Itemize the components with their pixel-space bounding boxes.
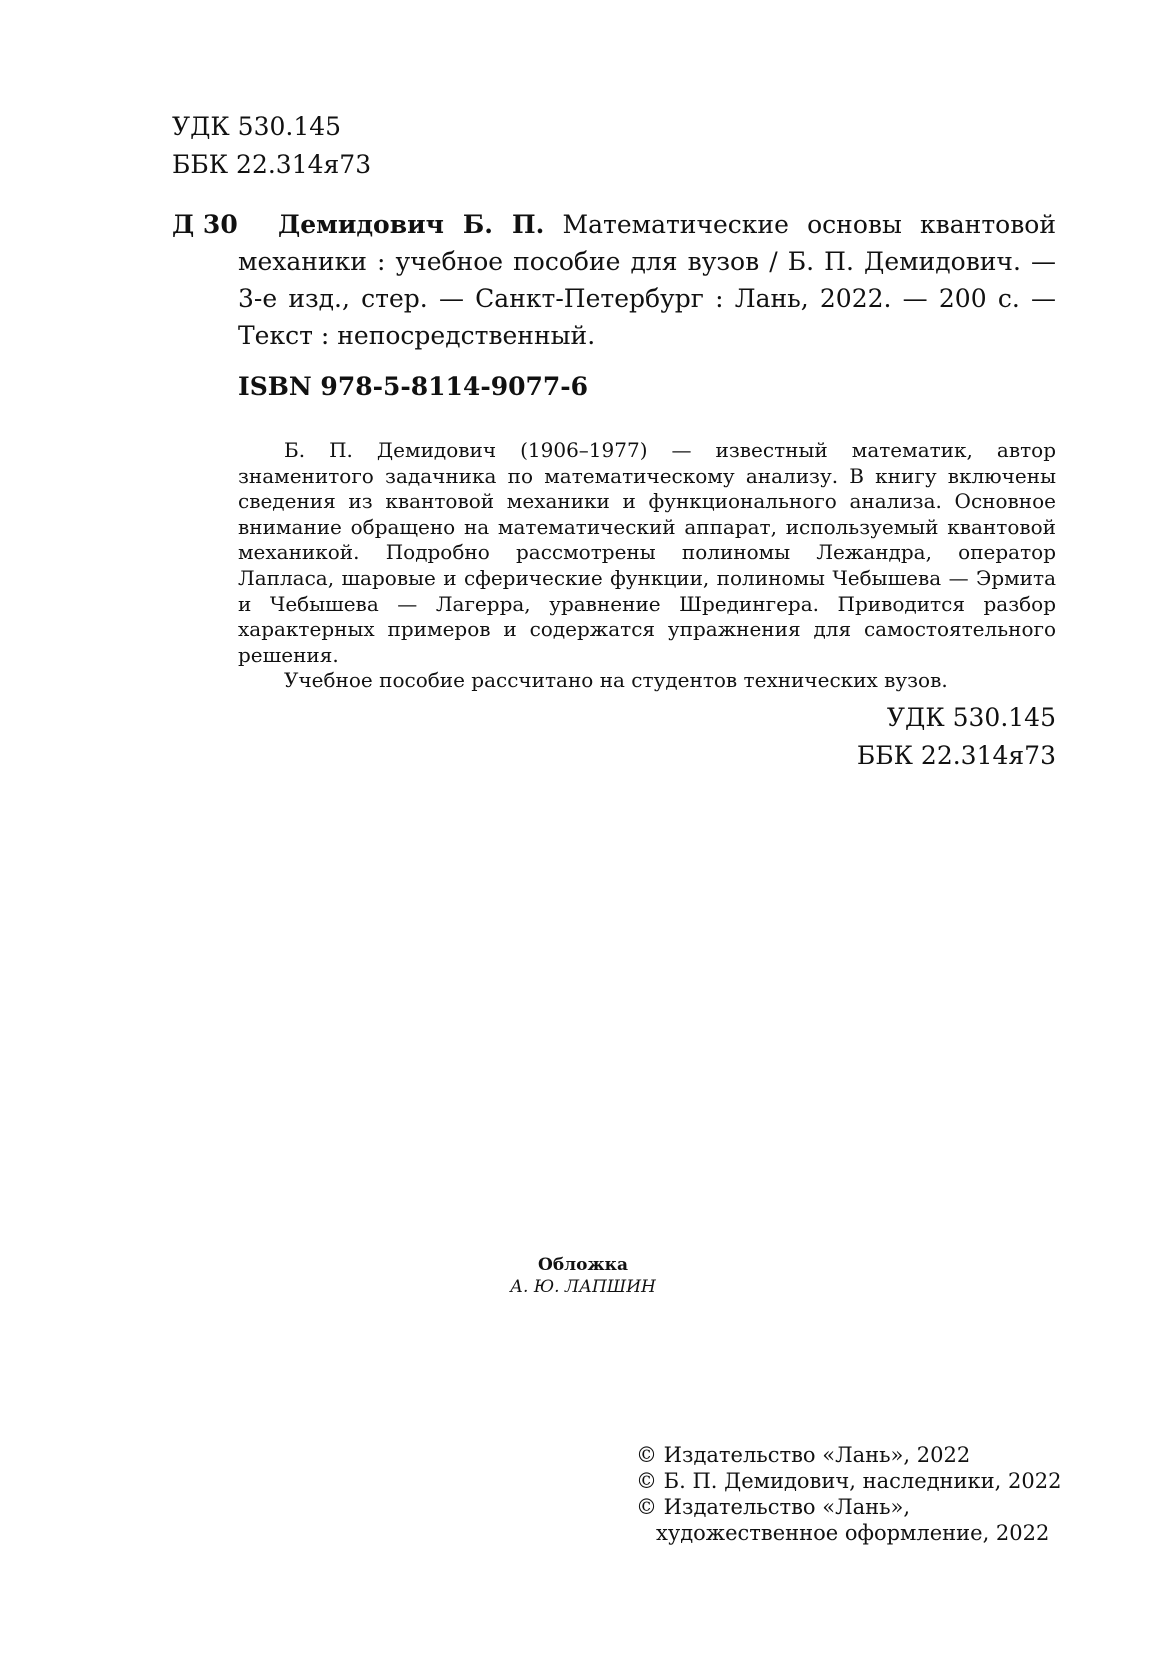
- copyright-block: [636, 1442, 1061, 1546]
- author-mark: Д 30: [172, 210, 238, 239]
- classification-codes-bottom: [857, 699, 1056, 775]
- bibliographic-entry: [172, 206, 1056, 354]
- isbn: ISBN 978-5-8114-9077-6: [238, 372, 589, 401]
- cover-credit: [0, 1254, 1166, 1298]
- copyright-line: © Издательство «Лань»,: [636, 1495, 911, 1519]
- copyright-line: © Издательство «Лань», 2022: [636, 1443, 971, 1467]
- annotation-paragraph: Б. П. Демидович (1906–1977) — известный математик, автор знаменитого задачника по математическому анализу. В книгу включены сведения из квантовой механики и функционального анализа. Основное внимание обращено на математический аппарат, используемый квантовой механикой. Подробно рассмотрены полиномы Лежандра, оператор Лапласа, шаровые и сферические функции, полиномы Чебышева — Эрмита и Чебышева — Лагерра, уравнение Шредингера. Приводится разбор характерных примеров и содержатся упражнения для самостоятельного решения.: [238, 438, 1056, 667]
- author-name: Демидович Б. П.: [278, 210, 545, 239]
- annotation: [238, 438, 1056, 694]
- description-text: Математические основы квантовой механики : учебное пособие для вузов / Б. П. Демидович. — 3-е изд., стер. — Санкт-Петербург : Лань, 2022. — 200 с. — Текст : непосредственный.: [238, 210, 1056, 350]
- copyright-line: художественное оформление, 2022: [656, 1521, 1050, 1545]
- cover-designer: А. Ю. ЛАПШИН: [510, 1277, 656, 1297]
- bbk-code: ББК 22.314я73: [172, 150, 372, 179]
- bbk-code: ББК 22.314я73: [856, 741, 1056, 770]
- copyright-line: © Б. П. Демидович, наследники, 2022: [636, 1469, 1062, 1493]
- cover-label: Обложка: [538, 1255, 628, 1275]
- annotation-paragraph: Учебное пособие рассчитано на студентов технических вузов.: [284, 668, 948, 693]
- classification-codes-top: [172, 108, 371, 184]
- udk-code: УДК 530.145: [886, 703, 1056, 732]
- bibliographic-description: [238, 206, 1056, 354]
- udk-code: УДК 530.145: [172, 112, 342, 141]
